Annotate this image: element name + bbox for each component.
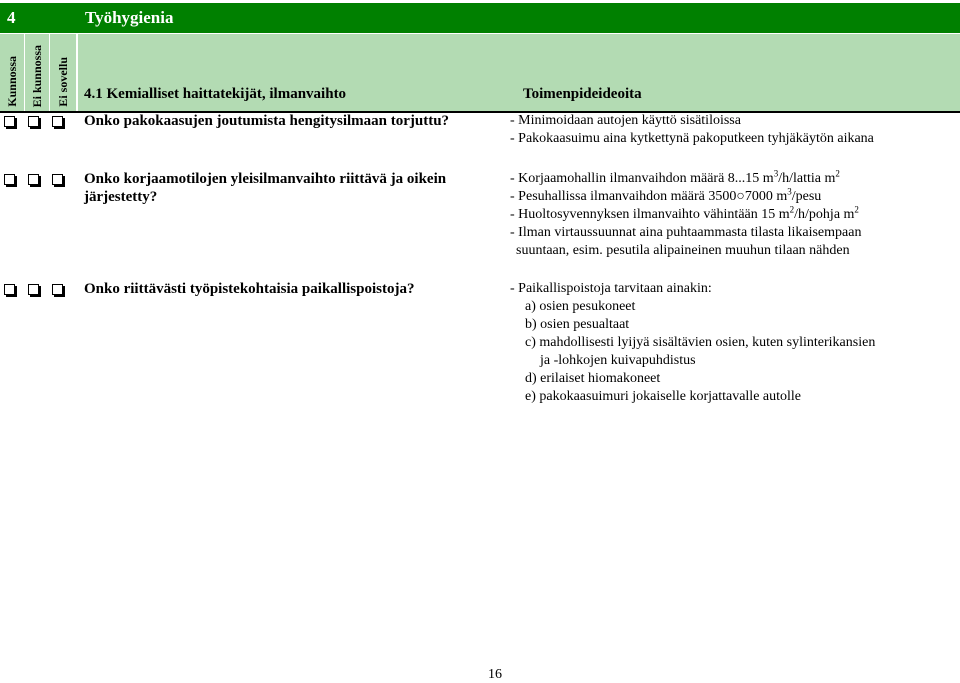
checkbox-kunnossa-row3[interactable]: [4, 284, 15, 295]
measure-line: - Pesuhallissa ilmanvaihdon määrä 3500○7000 $m^3$/pesu: [510, 186, 822, 204]
measure-line: suuntaan, esim. pesutila alipaineinen muuhun tilaan nähden: [516, 243, 850, 258]
measure-line: - Paikallispoistoja tarvitaan ainakin:: [510, 281, 712, 296]
question-row3: [84, 280, 414, 298]
measure-line: d) erilaiset hiomakoneet: [525, 371, 661, 386]
measure-line: - Pakokaasuimu aina kytkettynä pakoputkeen tyhjäkäytön aikana: [510, 131, 874, 146]
checkbox-kunnossa-row1[interactable]: [4, 116, 15, 127]
checkbox-ei-kunnossa-row2[interactable]: [28, 174, 39, 185]
column-label-ei-kunnossa: Ei kunnossa: [30, 44, 44, 107]
checkbox-kunnossa-row2[interactable]: [4, 174, 15, 185]
page-number: 16: [488, 667, 502, 682]
question-row1: [84, 112, 449, 130]
measure-line: - Ilman virtaussuunnat aina puhtaammasta tilasta likaisempaan: [510, 225, 862, 240]
measure-line: ja -lohkojen kuivapuhdistus: [540, 353, 696, 368]
question-line: Onko riittävästi työpistekohtaisia paikallispoistoja?: [84, 281, 415, 297]
measures-row3: [510, 280, 875, 406]
measure-line: c) mahdollisesti lyijyä sisältävien osien, kuten sylinterikansien: [525, 335, 876, 350]
measure-line: - Huoltosyvennyksen ilmanvaihto vähintään 15 $m^2/h$/pohja $m^2$: [510, 204, 859, 222]
measure-line: b) osien pesualtaat: [525, 317, 630, 332]
question-line: Onko pakokaasujen joutumista hengitysilmaan torjuttu?: [84, 113, 450, 129]
checkbox-ei-kunnossa-row1[interactable]: [28, 116, 39, 127]
measures-heading: Toimenpideideoita: [523, 86, 642, 102]
column-label-kunnossa: Kunnossa: [5, 56, 19, 107]
checkbox-ei-sovellu-row1[interactable]: [52, 116, 63, 127]
checkbox-ei-sovellu-row2[interactable]: [52, 174, 63, 185]
measure-line: - Minimoidaan autojen käyttö sisätiloissa: [510, 113, 741, 128]
chapter-number: 4: [0, 3, 80, 33]
measures-row1: [510, 112, 874, 148]
measure-line: e) pakokaasuimuri jokaiselle korjattavalle autolle: [525, 389, 802, 404]
measures-row2: [510, 170, 861, 260]
checkbox-ei-sovellu-row3[interactable]: [52, 284, 63, 295]
section-heading: 4.1 Kemialliset haittatekijät, ilmanvaihto: [84, 86, 347, 102]
title-bar: [0, 3, 960, 33]
column-label-ei-sovellu: Ei sovellu: [56, 57, 70, 107]
chapter-title: Työhygienia: [80, 3, 960, 33]
question-line: järjestetty?: [84, 189, 158, 205]
question-row2: [84, 170, 446, 206]
column-header-kunnossa: [0, 34, 24, 111]
column-header-ei-sovellu: [50, 34, 76, 111]
checkbox-ei-kunnossa-row3[interactable]: [28, 284, 39, 295]
column-header-ei-kunnossa: [25, 34, 49, 111]
question-line: Onko korjaamotilojen yleisilmanvaihto riittävä ja oikein: [84, 171, 447, 187]
measure-line: a) osien pesukoneet: [525, 299, 636, 314]
measure-line: - Korjaamohallin ilmanvaihdon määrä 8...15 $m^3/h$/lattia $m^2$: [510, 168, 840, 186]
